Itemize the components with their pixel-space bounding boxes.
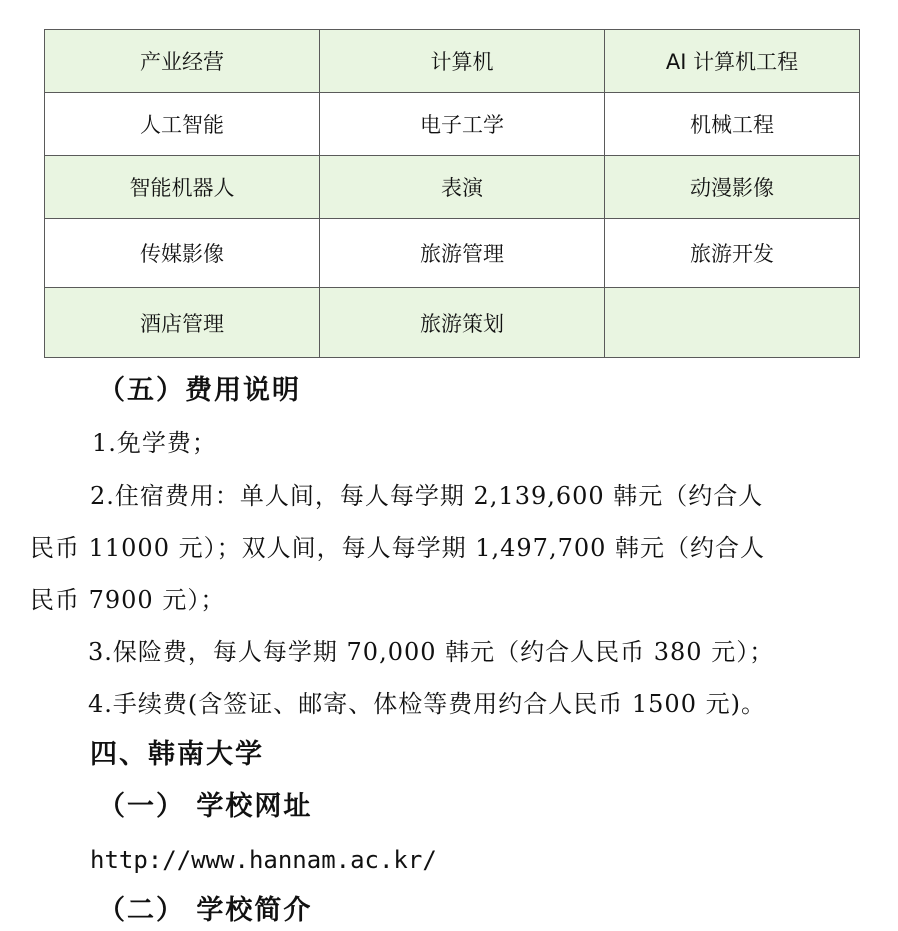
table-cell [605,288,860,358]
table-cell: 机械工程 [605,93,860,156]
table-row [45,156,860,219]
fee-item-handling: 4.手续费(含签证、邮寄、体检等费用约合人民币 1500 元)。 [88,690,766,718]
table-cell: AI 计算机工程 [605,30,860,93]
table-cell: 表演 [320,156,605,219]
fee-item-insurance: 3.保险费，每人每学期 70,000 韩元（约合人民币 380 元）； [88,638,775,666]
fee-item-housing-line3: 民币 7900 元）； [30,586,226,614]
table-row [45,93,860,156]
table-cell: 旅游策划 [320,288,605,358]
fee-item-housing-line1: 2.住宿费用：单人间，每人每学期 2,139,600 韩元（约合人 [90,482,764,510]
fee-item-housing-line2: 民币 11000 元）；双人间，每人每学期 1,497,700 韩元（约合人 [30,534,766,562]
majors-table [44,29,860,358]
table-cell: 计算机 [320,30,605,93]
table-cell: 电子工学 [320,93,605,156]
table-cell: 动漫影像 [605,156,860,219]
website-heading: （一） 学校网址 [98,791,313,822]
website-url[interactable]: http://www.hannam.ac.kr/ [90,846,437,874]
section-heading-hannam: 四、韩南大学 [90,739,264,770]
table-cell: 人工智能 [45,93,320,156]
table-cell: 酒店管理 [45,288,320,358]
table-cell: 旅游开发 [605,219,860,288]
table-cell: 传媒影像 [45,219,320,288]
table-row [45,30,860,93]
fee-item-tuition: 1.免学费； [92,429,217,457]
intro-heading: （二） 学校简介 [98,895,313,926]
table-cell: 智能机器人 [45,156,320,219]
table-cell: 旅游管理 [320,219,605,288]
table-cell: 产业经营 [45,30,320,93]
table-row [45,219,860,288]
table-row [45,288,860,358]
fees-heading: （五）费用说明 [98,375,301,406]
